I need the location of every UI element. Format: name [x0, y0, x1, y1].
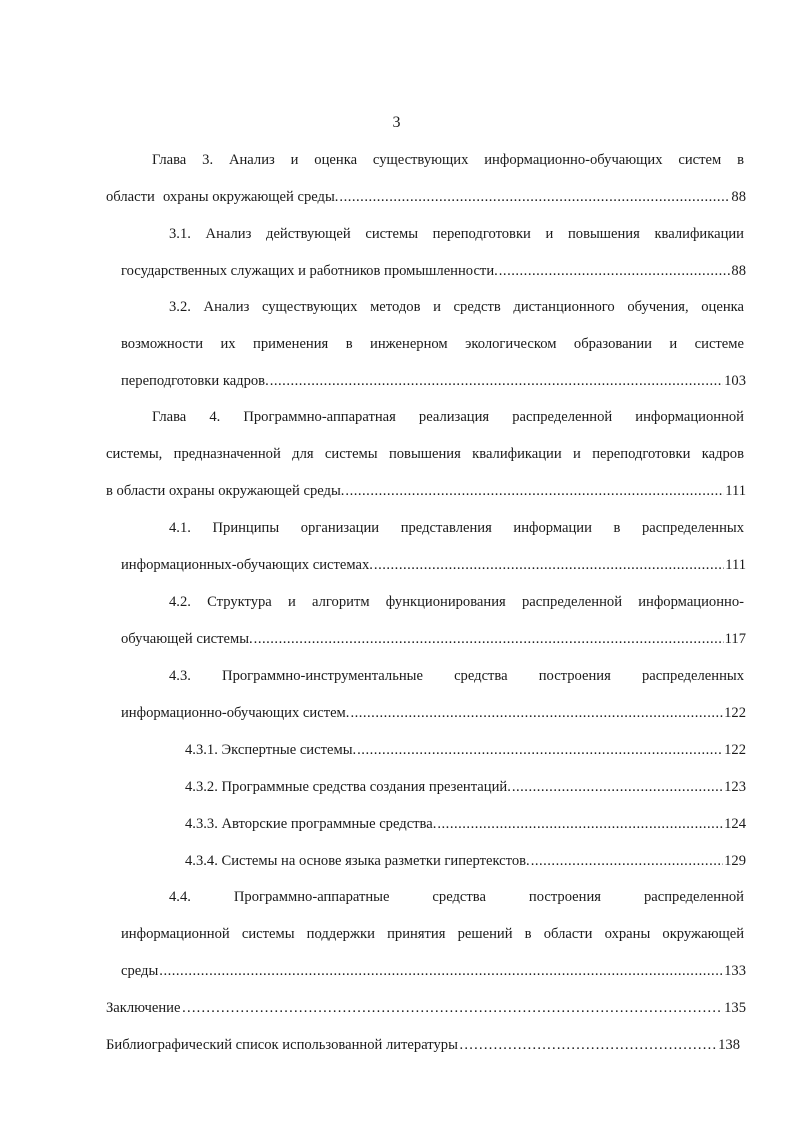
toc-page-number: 122 — [724, 742, 746, 758]
toc-entry-4-2-line-2: обучающей системы. ..... 117 — [121, 629, 746, 649]
toc-entry-chapter-4-line-1: Глава 4. Программно-аппаратная реализация распределенной информационной — [152, 409, 744, 425]
toc-entry-4-4-line-1: 4.4. Программно-аппаратные средства построения распределенной — [169, 889, 744, 905]
toc-entry-4-1-line-1: 4.1. Принципы организации представления информации в распределенных — [169, 520, 744, 536]
toc-entry-3-2-line-1: 3.2. Анализ существующих методов и средств дистанционного обучения, оценка — [169, 299, 744, 315]
toc-entry-4-4-line-2: информационной системы поддержки принятия решений в области охраны окружающей — [121, 926, 744, 942]
toc-page-number: 133 — [724, 963, 746, 979]
toc-entry-4-3-line-2: информационно-обучающих систем. ..... 122 — [121, 703, 746, 723]
toc-entry-4-4-line-3: среды ..... 133 — [121, 961, 746, 981]
toc-page-number: 138 — [718, 1037, 740, 1053]
dot-leader — [437, 814, 723, 834]
toc-page-number: 88 — [731, 189, 746, 205]
toc-entry-3-2-line-3: переподготовки кадров. ..... 103 — [121, 371, 746, 391]
toc-page-number: 103 — [724, 373, 746, 389]
dot-leader — [254, 629, 724, 649]
toc-page-number: 117 — [724, 631, 746, 647]
toc-page-number: 122 — [724, 705, 746, 721]
dot-leader — [531, 851, 723, 871]
dot-leader — [181, 998, 723, 1018]
toc-page-number: 129 — [724, 853, 746, 869]
toc-entry-4-2-line-1: 4.2. Структура и алгоритм функционирования распределенной информационно- — [169, 594, 744, 610]
dot-leader — [512, 777, 723, 797]
dot-leader — [270, 371, 723, 391]
dot-leader — [374, 555, 724, 575]
toc-page-number: 123 — [724, 779, 746, 795]
toc-page-number: 111 — [725, 557, 746, 573]
dot-leader — [357, 740, 723, 760]
toc-page-number: 111 — [725, 483, 746, 499]
toc-page-number: 88 — [731, 263, 746, 279]
dot-leader — [339, 187, 730, 207]
toc-entry-4-3-4: 4.3.4. Системы на основе языка разметки гипертекстов. ..... 129 — [185, 851, 746, 871]
toc-page-number: 124 — [724, 816, 746, 832]
toc-entry-4-3-2: 4.3.2. Программные средства создания презентаций. ..... 123 — [185, 777, 746, 797]
dot-leader — [345, 481, 724, 501]
toc-entry-3-2-line-2: возможности их применения в инженерном экологическом образовании и системе — [121, 336, 744, 352]
toc-entry-4-3-3: 4.3.3. Авторские программные средства. ..... 124 — [185, 814, 746, 834]
dot-leader — [159, 961, 723, 981]
dot-leader — [459, 1035, 717, 1055]
toc-entry-4-1-line-2: информационных-обучающих системах. ..... 111 — [121, 555, 746, 575]
toc-entry-3-1-line-2: государственных служащих и работников промышленности. ..... 88 — [121, 261, 746, 281]
dot-leader — [499, 261, 731, 281]
toc-page-number: 135 — [724, 1000, 746, 1016]
page-number: 3 — [392, 114, 401, 131]
toc-entry-4-3-line-1: 4.3. Программно-инструментальные средства построения распределенных — [169, 668, 744, 684]
toc-entry-bibliography: Библиографический список использованной литературы …………………………………………………………………………………………………………………………………………………………………………………… 138 — [106, 1035, 740, 1055]
toc-entry-chapter-3-line-1: Глава 3. Анализ и оценка существующих информационно-обучающих систем в — [152, 152, 744, 168]
toc-entry-3-1-line-1: 3.1. Анализ действующей системы переподготовки и повышения квалификации — [169, 226, 744, 242]
toc-entry-chapter-4-line-3: в области охраны окружающей среды. ..... 111 — [106, 481, 746, 501]
dot-leader — [350, 703, 723, 723]
toc-entry-chapter-3-line-2: области охраны окружающей среды. ..... 88 — [106, 187, 746, 207]
toc-entry-chapter-4-line-2: системы, предназначенной для системы повышения квалификации и переподготовки кадров — [106, 446, 744, 462]
toc-entry-4-3-1: 4.3.1. Экспертные системы. ..... 122 — [185, 740, 746, 760]
toc-entry-conclusion: Заключение …………………………………………………………………………………………………………………………………………………………………………………… 135 — [106, 998, 746, 1018]
